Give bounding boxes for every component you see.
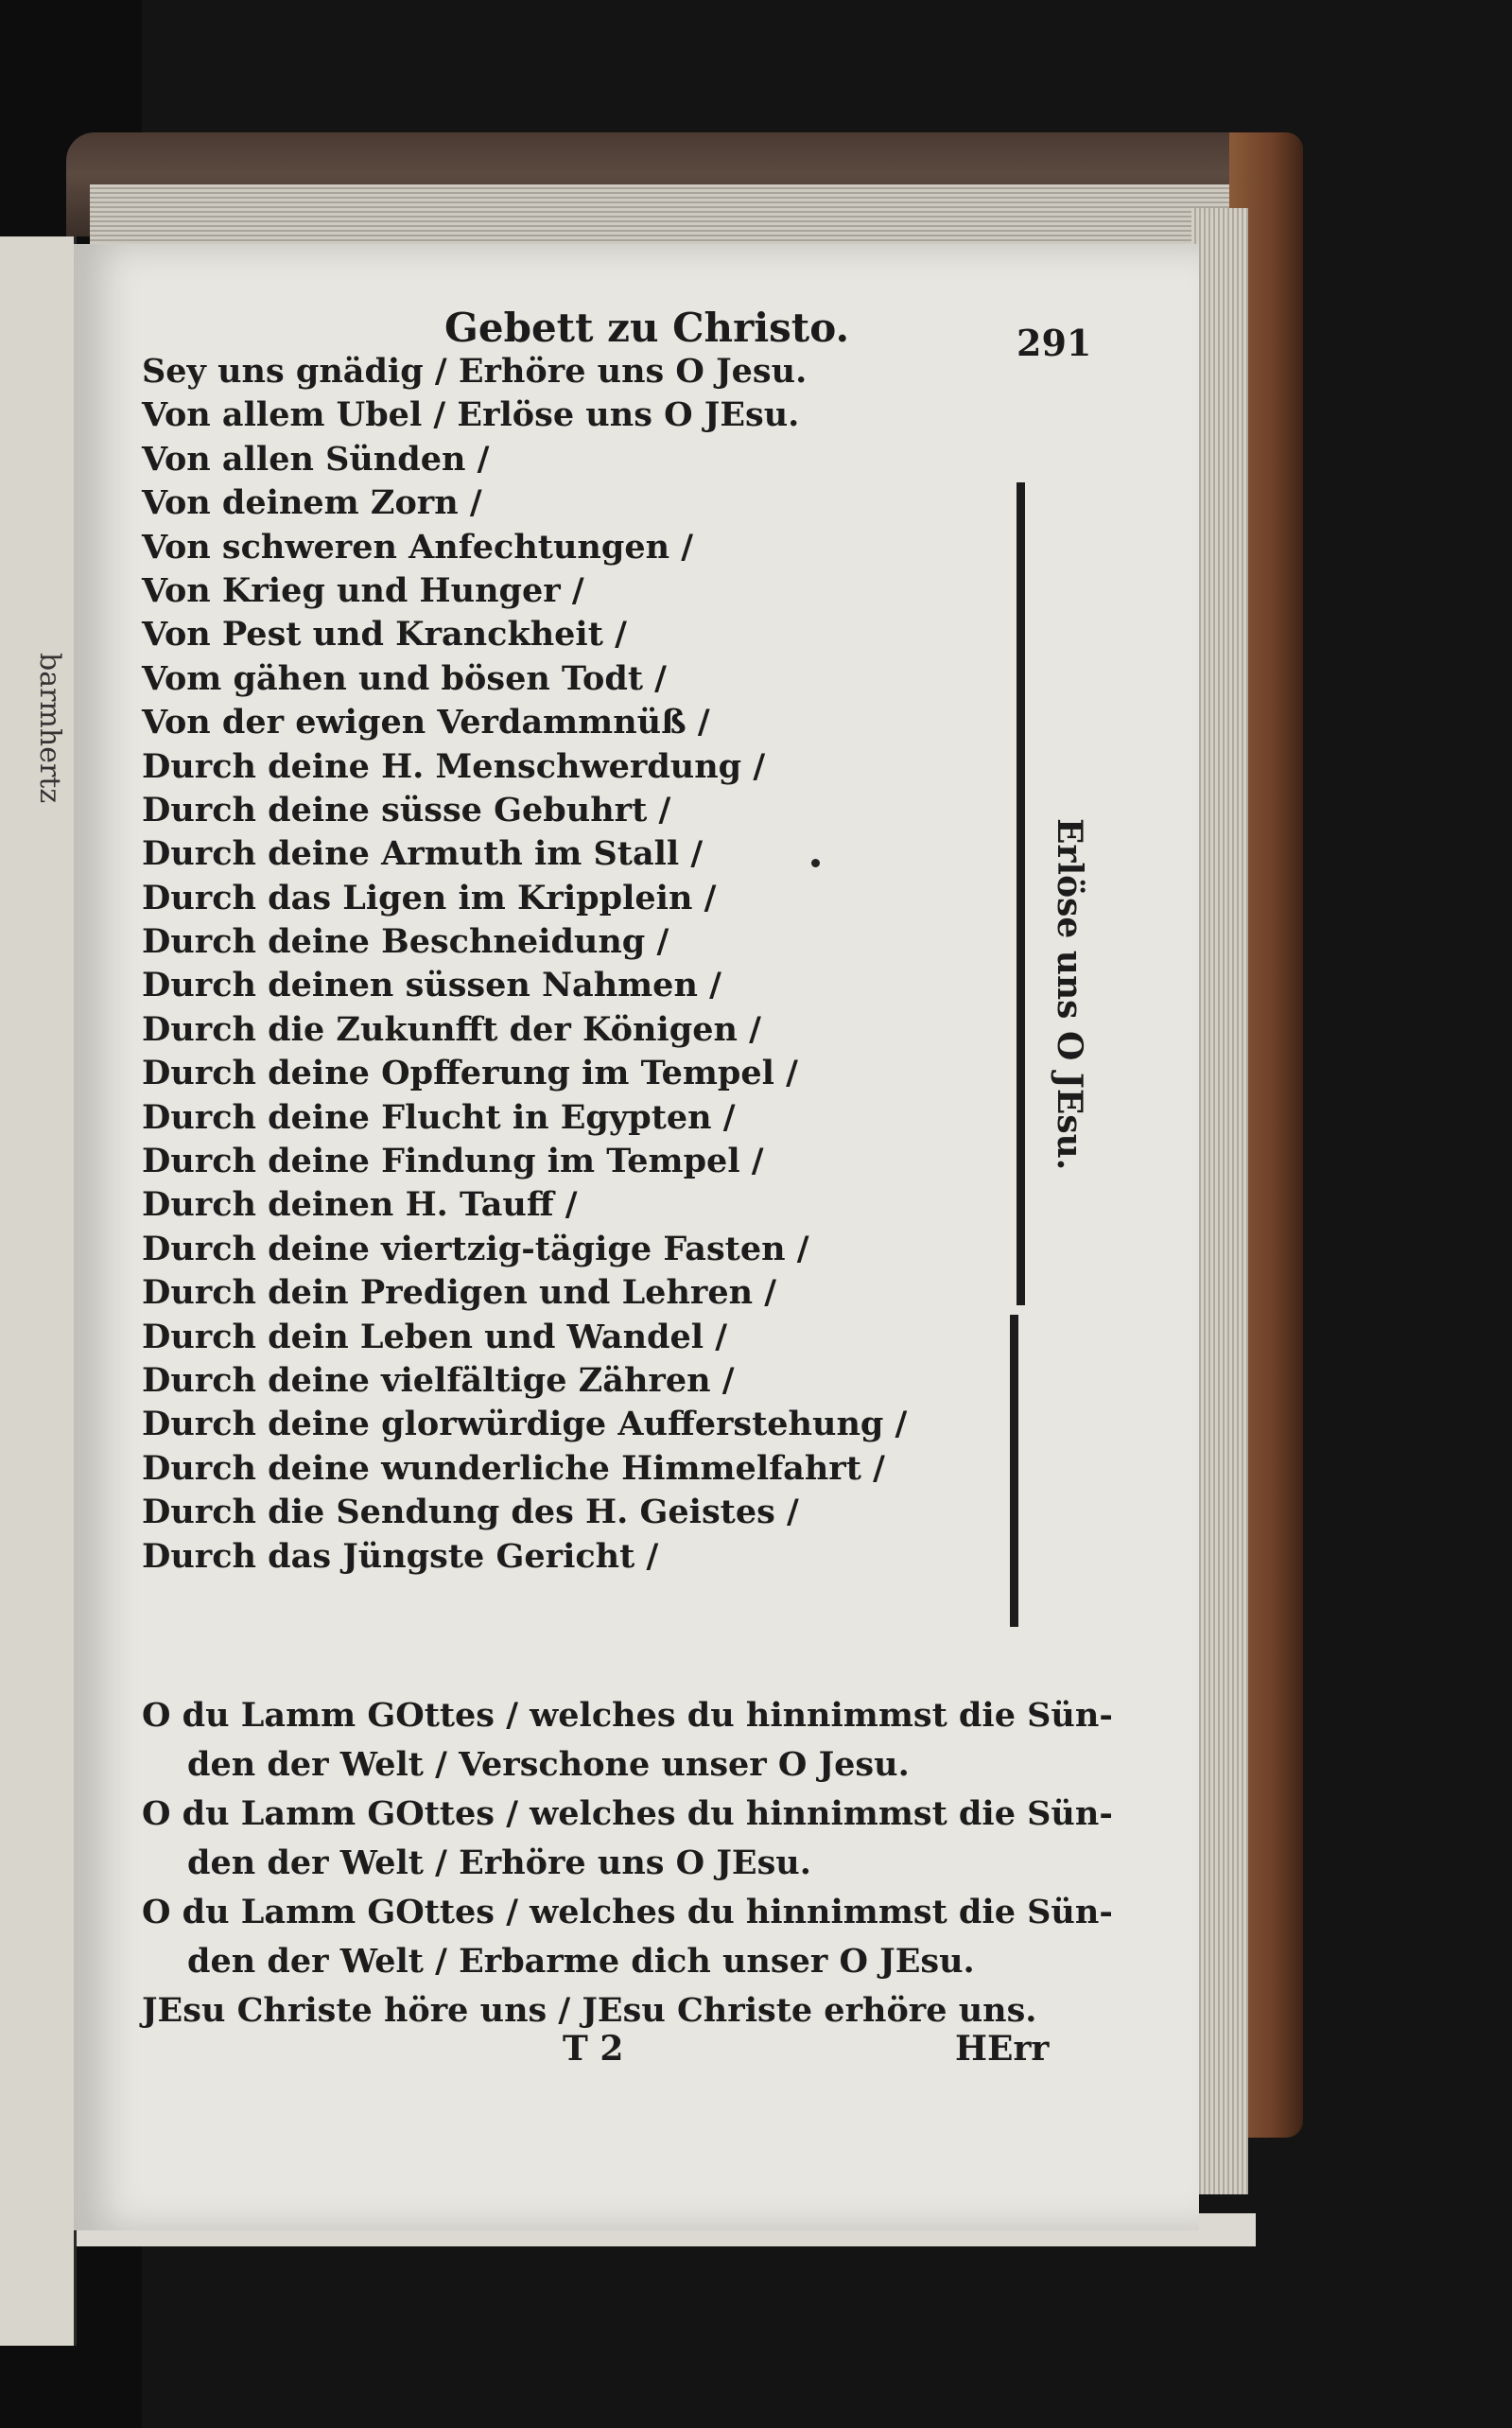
- invocation-line: Durch die Sendung des H. Geistes /: [142, 1493, 799, 1532]
- ink-dot: [811, 859, 820, 867]
- invocation-line: Von Pest und Kranckheit /: [142, 615, 627, 655]
- agnus-dei-line: JEsu Christe höre uns / JEsu Christe erhöre uns.: [142, 1991, 1037, 2030]
- invocation-line: Von allem Ubel / Erlöse uns O JEsu.: [142, 395, 800, 435]
- catchword: HErr: [955, 2029, 1050, 2069]
- agnus-dei-line: O du Lamm GOttes / welches du hinnimmst die Sün-: [142, 1696, 1113, 1735]
- previous-page-fragment: barmhertz: [33, 653, 66, 804]
- invocation-line: Vom gähen und bösen Todt /: [142, 658, 667, 698]
- page-edges-top: [90, 184, 1258, 251]
- agnus-dei-section: [142, 1691, 1113, 2035]
- response-bracket: [1017, 482, 1025, 1305]
- agnus-dei-line: den der Welt / Erbarme dich unser O JEsu.: [187, 1942, 975, 1981]
- invocation-line: Durch deine viertzig-tägige Fasten /: [142, 1229, 809, 1268]
- agnus-dei-line: O du Lamm GOttes / welches du hinnimmst die Sün-: [142, 1893, 1113, 1931]
- invocation-line: Von allen Sünden /: [142, 439, 490, 479]
- running-head: Gebett zu Christo.: [444, 305, 850, 351]
- invocation-line: Durch deinen H. Tauff /: [142, 1185, 578, 1225]
- invocation-line: Durch deine vielfältige Zähren /: [142, 1360, 735, 1400]
- invocation-line: Von der ewigen Verdammnüß /: [142, 703, 710, 742]
- page-edges-right: [1191, 208, 1248, 2194]
- invocation-line: Durch deine wunderliche Himmelfahrt /: [142, 1448, 885, 1488]
- invocation-line: Durch deine H. Menschwerdung /: [142, 746, 766, 786]
- invocation-line: Durch die Zukunfft der Königen /: [142, 1009, 761, 1049]
- agnus-dei-line: den der Welt / Verschone unser O Jesu.: [187, 1745, 910, 1784]
- response-bracket-lower: [1010, 1315, 1018, 1627]
- invocation-line: Durch dein Predigen und Lehren /: [142, 1273, 777, 1313]
- agnus-dei-line: O du Lamm GOttes / welches du hinnimmst die Sün-: [142, 1794, 1113, 1833]
- invocation-line: Von deinem Zorn /: [142, 483, 482, 523]
- invocation-line: Durch deine Findung im Tempel /: [142, 1142, 764, 1181]
- invocation-line: Durch dein Leben und Wandel /: [142, 1317, 728, 1356]
- invocation-line: Von Krieg und Hunger /: [142, 570, 584, 610]
- signature-mark: T 2: [563, 2029, 624, 2069]
- invocation-line: Sey uns gnädig / Erhöre uns O Jesu.: [142, 352, 808, 391]
- invocation-list: [142, 350, 907, 1579]
- agnus-dei-line: den der Welt / Erhöre uns O JEsu.: [187, 1843, 811, 1882]
- invocation-line: Durch deine Flucht in Egypten /: [142, 1097, 736, 1137]
- previous-page: [0, 236, 77, 2346]
- invocation-line: Durch deine Beschneidung /: [142, 922, 669, 962]
- invocation-line: Durch deine Armuth im Stall /: [142, 834, 704, 874]
- invocation-line: Durch deinen süssen Nahmen /: [142, 966, 721, 1005]
- invocation-line: Von schweren Anfechtungen /: [142, 527, 694, 567]
- side-response: Erlöse uns O JEsu.: [1050, 818, 1089, 1171]
- page-number: 291: [1017, 322, 1092, 364]
- invocation-line: Durch das Jüngste Gericht /: [142, 1536, 659, 1576]
- invocation-line: Durch deine süsse Gebuhrt /: [142, 790, 671, 830]
- invocation-line: Durch deine Opfferung im Tempel /: [142, 1054, 798, 1093]
- invocation-line: Durch deine glorwürdige Aufferstehung /: [142, 1405, 908, 1444]
- invocation-line: Durch das Ligen im Kripplein /: [142, 878, 717, 917]
